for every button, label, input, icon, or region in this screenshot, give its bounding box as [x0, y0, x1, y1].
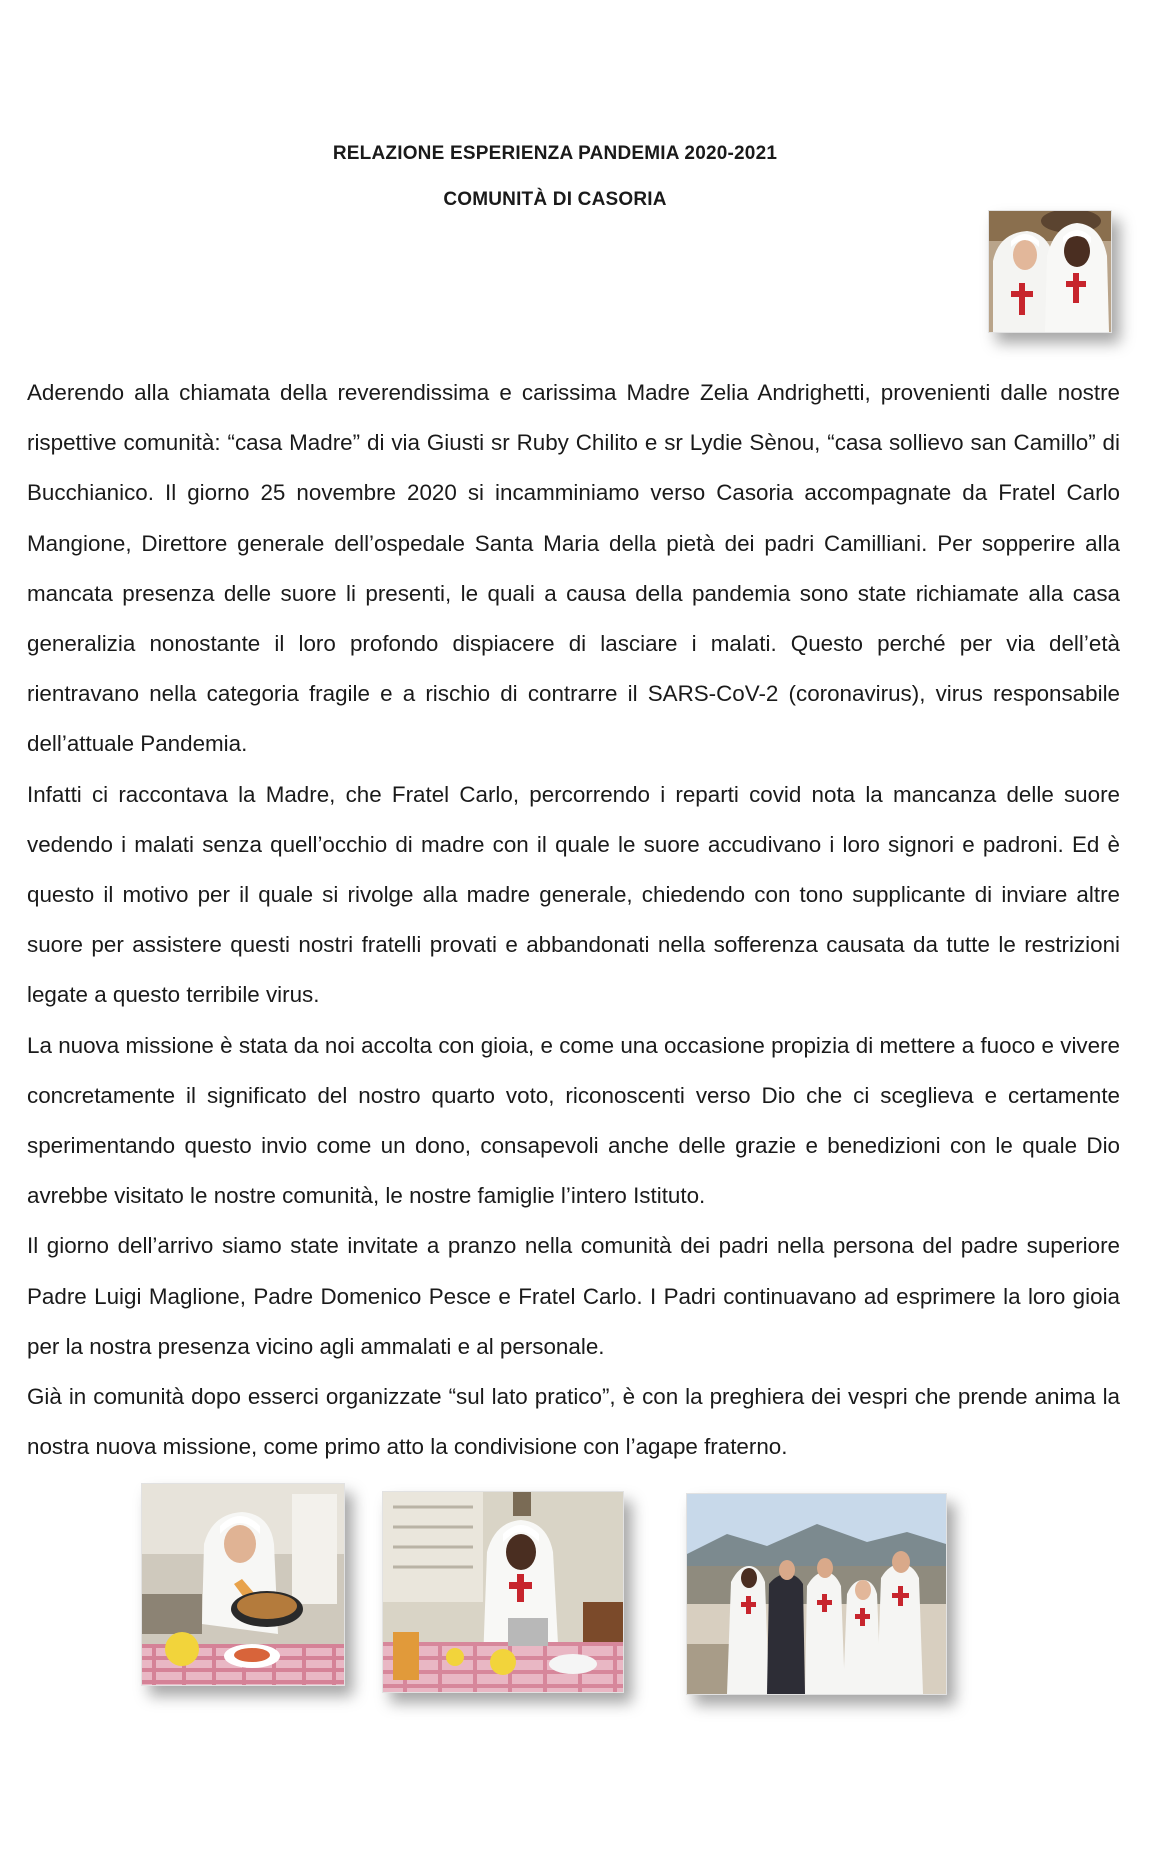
photo-sister-at-table	[382, 1491, 624, 1693]
document-subtitle: COMUNITÀ DI CASORIA	[443, 189, 667, 210]
document-title: RELAZIONE ESPERIENZA PANDEMIA 2020-2021	[332, 143, 778, 164]
body-text	[27, 368, 1120, 1472]
paragraph: Infatti ci raccontava la Madre, che Fratel Carlo, percorrendo i reparti covid nota la mancanza delle suore vedendo i malati senza quell’occhio di madre con il quale le suore accudivano i loro signori e padroni. Ed è questo il motivo per il quale si rivolge alla madre generale, chiedendo con tono supplicante di inviare altre suore per assistere questi nostri fratelli provati e abbandonati nella sofferenza causata da tutte le restrizioni legate a questo terribile virus.	[27, 781, 1120, 1008]
photo-sister-cooking	[141, 1483, 345, 1686]
paragraph: Il giorno dell’arrivo siamo state invitate a pranzo nella comunità dei padri nella persona del padre superiore Padre Luigi Maglione, Padre Domenico Pesce e Fratel Carlo. I Padri continuavano ad esprimere la loro gioia per la nostra presenza vicino agli ammalati e al personale.	[27, 1233, 1120, 1359]
paragraph: Già in comunità dopo esserci organizzate “sul lato pratico”, è con la preghiera dei vespri che prende anima la nostra nuova missione, come primo atto la condivisione con l’agape fraterno.	[27, 1384, 1120, 1460]
photo-two-sisters	[988, 210, 1112, 333]
paragraph: Aderendo alla chiamata della reverendissima e carissima Madre Zelia Andrighetti, provenienti dalle nostre rispettive comunità: “casa Madre” di via Giusti sr Ruby Chilito e sr Lydie Sènou, “casa sollievo san Camillo” di Bucchianico. Il giorno 25 novembre 2020 si incamminiamo verso Casoria accompagnate da Fratel Carlo Mangione, Direttore generale dell’ospedale Santa Maria della pietà dei padri Camilliani. Per sopperire alla mancata presenza delle suore li presenti, le quali a causa della pandemia sono state richiamate alla casa generalizia nonostante il loro profondo dispiacere di lasciare i malati. Questo perché per via dell’età rientravano nella categoria fragile e a rischio di contrarre il SARS-CoV-2 (coronavirus), virus responsabile dell’attuale Pandemia.	[27, 380, 1120, 757]
photo-group-terrace	[686, 1493, 947, 1695]
paragraph: La nuova missione è stata da noi accolta con gioia, e come una occasione propizia di mettere a fuoco e vivere concretamente il significato del nostro quarto voto, riconoscenti verso Dio che ci sceglieva e certamente sperimentando questo invio come un dono, consapevoli anche delle grazie e benedizioni con le quale Dio avrebbe visitato le nostre comunità, le nostre famiglie l’intero Istituto.	[27, 1032, 1120, 1209]
